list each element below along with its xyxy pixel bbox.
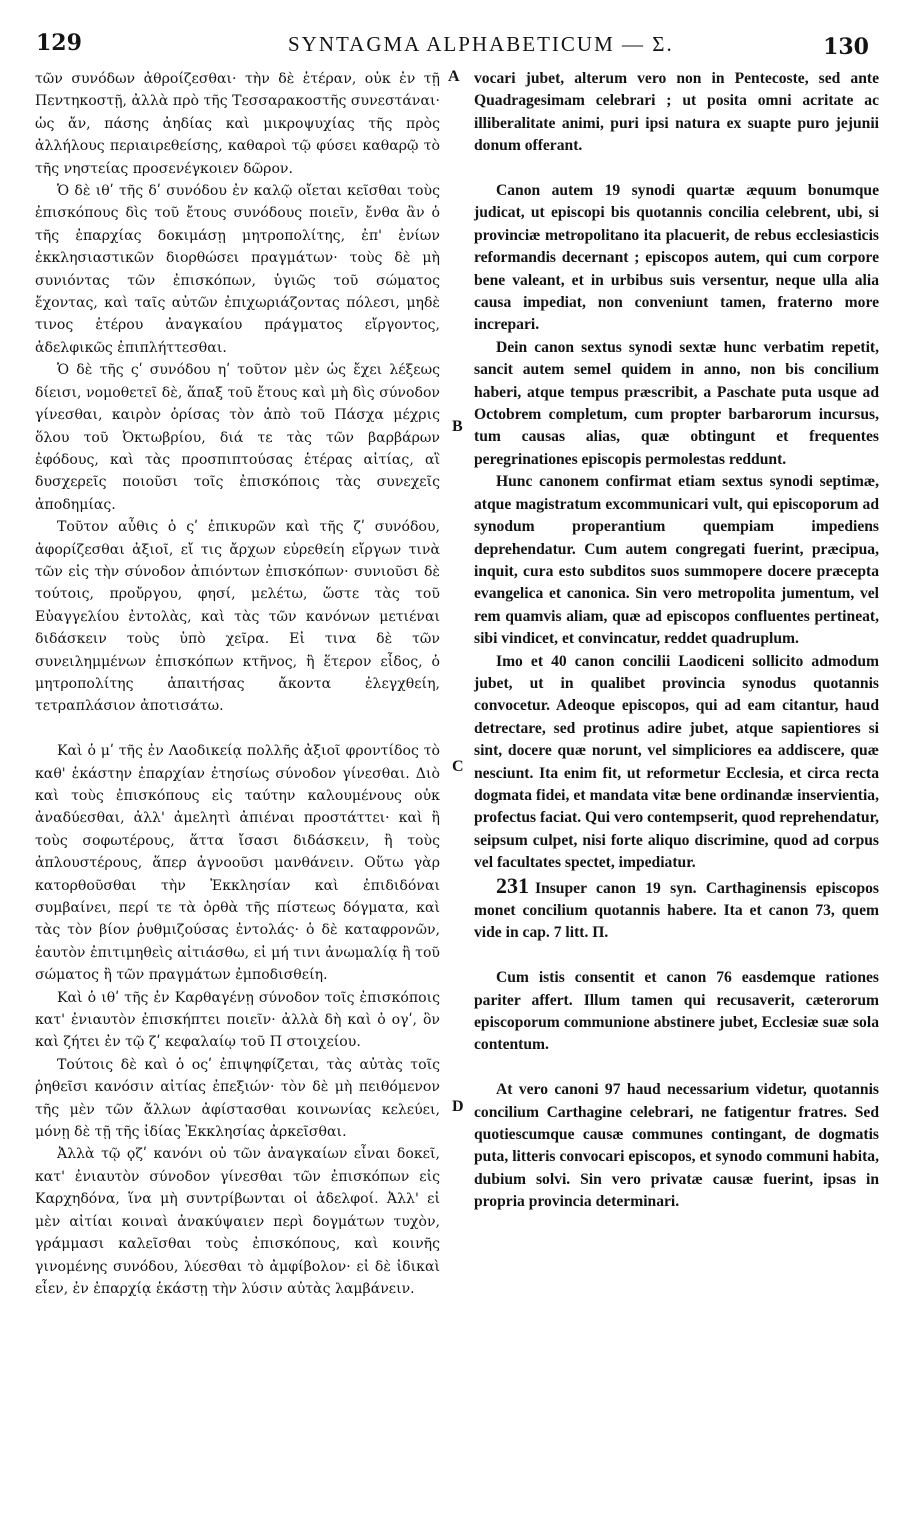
greek-column bbox=[35, 68, 440, 1300]
greek-paragraph: Ἀλλὰ τῷ ϙζʹ κανόνι οὐ τῶν ἀναγκαίων εἶναι δοκεῖ, κατ' ἐνιαυτὸν σύνοδον γίνεσθαι τῶν ἐπισκόπων εἰς Καρχηδόνα, ἵνα μὴ συντρίβωνται οἱ ἀδελφοί. Ἀλλ' εἰ μὲν αἰτίαι κοιναὶ ἀνακύψαιεν περὶ δογμάτων τυχὸν, γράμμασι καλεῖσθαι τοὺς ἐπισκόπους, καὶ κοινῆς γινομένης συνόδου, λύεσθαι τὸ ἀμφίβολον· εἰ δὲ ἰδικαὶ εἶεν, ἐν ἐπαρχίᾳ ἑκάστῃ τὴν λύσιν αὐτὰς λαμβάνειν. bbox=[35, 1146, 440, 1297]
greek-paragraph: Ὁ δὲ τῆς ςʹ συνόδου ηʹ τοῦτον μὲν ὡς ἔχει λέξεως δίεισι, νομοθετεῖ δὲ, ἅπαξ τοῦ ἔτους καὶ μὴ δὶς σύνοδον γίνεσθαι, καιρὸν ὁρίσας τὸν ἀπὸ τοῦ Πάσχα μέχρις ὅλου τοῦ Ὀκτωβρίου, διά τε τὰς τῶν βαρβάρων ἐφόδους, καὶ τὰς προσπιπτούσας ἑτέρας αἰτίας, αἳ δυσχερεῖς ποιοῦσι τοῖς ἐπισκόποις τὰς συνεχεῖς ἀποδημίας. bbox=[35, 362, 440, 513]
latin-paragraph-text: Insuper canon 19 syn. Carthaginensis episcopos monet concilium quotannis habere. Ita et canon 73, quem vide in cap. 7 litt. Π. bbox=[474, 879, 879, 942]
greek-paragraph: Ὁ δὲ ιθʹ τῆς δʹ συνόδου ἐν καλῷ οἴεται κεῖσθαι τοὺς ἐπισκόπους δὶς τοῦ ἔτους συνόδους ποιεῖν, ἔνθα ἂν ὁ τῆς ἐπαρχίας δοκιμάσῃ μητροπολίτης, ἐπ' ἐνίων ἐκκλησιαστικῶν διορθώσει πραγμάτων· τοὺς δὲ μὴ συνιόντας τῶν ἐπισκόπων, ὑγιῶς τοῦ σώματος ἔχοντας, καὶ ταῖς αὐτῶν ἐπιχωριάζοντας πόλεσι, μηδὲ τινος ἑτέρου ἀναγκαίου πράγματος εἴργοντος, ἀδελφικῶς ἐπιπλήττεσθαι. bbox=[35, 183, 440, 356]
spacer bbox=[35, 718, 440, 740]
spacer bbox=[474, 945, 879, 967]
greek-paragraph: Τοῦτον αὖθις ὁ ςʹ ἐπικυρῶν καὶ τῆς ζʹ συνόδου, ἀφορίζεσθαι ἀξιοῖ, εἴ τις ἄρχων εὑρεθείη εἴργων τινὰ τῶν εἰς τὴν σύνοδον ἀπιόντων ἐπισκόπων· συνιοῦσι δὲ τούτοις, προὔργου, φησί, μελέτω, ὥστε τὰς τοῦ Εὐαγγελίου ἐντολὰς, καὶ τὰς τῶν κανόνων μετιέναι διδάσκειν τοὺς ὑπὸ χεῖρα. Εἰ τινα δὲ τῶν συνειλημμένων ἐπισκόπων κτῆνος, ἢ ἕτερον εἶδος, ὁ μητροπολίτης ἀπαιτήσας ἄκοντα ἐλεγχθείη, τετραπλάσιον ἀποτισάτω. bbox=[35, 519, 440, 715]
margin-letter-c: C bbox=[452, 758, 464, 775]
latin-column bbox=[474, 68, 879, 1214]
spacer bbox=[474, 1057, 879, 1079]
greek-paragraph: Καὶ ὁ μʹ τῆς ἐν Λαοδικείᾳ πολλῆς ἀξιοῖ φροντίδος τὸ καθ' ἑκάστην ἐπαρχίαν ἐτησίως σύνοδον γίνεσθαι. Διὸ καὶ τοὺς ἐπισκόπους εἰς ταύτην καλουμένους οὐκ ἀναδύεσθαι, ἀλλ' ἀμελητὶ ἀπιέναι προστάττει· καὶ ἢ τοὺς σοφωτέρους, ἅττα ἴσασι διδάσκειν, ἢ τοὺς ἁπλουστέρους, ἅπερ ἀγνοοῦσι μανθάνειν. Οὕτω γὰρ κατορθοῦσθαι τὴν Ἐκκλησίαν καὶ ἐπιδιδόναι συμβαίνει, περί τε τὰ ὀρθὰ τῆς πίστεως δόγματα, καὶ τὰς τὸν βίον ῥυθμιζούσας ἐντολάς· ὁ δὲ καταφρονῶν, ἑαυτὸν ἐπιτιμηθεὶς αἰτιάσθω, εἰ μή τινι ἀνωμαλίᾳ ἢ τοῦ σώματος ἢ τῶν πραγμάτων ἐμποδισθείη. bbox=[35, 743, 440, 984]
marginal-number: 231 bbox=[496, 872, 529, 898]
spacer bbox=[474, 158, 879, 180]
page-number-left: 129 bbox=[36, 30, 82, 56]
margin-letter-b: B bbox=[452, 418, 463, 435]
running-header bbox=[0, 30, 909, 64]
latin-paragraph: Hunc canonem confirmat etiam sextus synodi septimæ, atque magistratum excommunicari vult, qui episcoporum ad synodum properantium quempiam impediens deprehendatur. Cum autem congregati fuerint, præcipua, inquit, cura esto subditos suos summopere docere præcepta evangelica et canonica. Sin vero metropolita jumentum, vel rem quamvis aliam, quæ ad episcopos confluentes pertineat, sibi vindicet, et convincatur, reddet quadruplum. bbox=[474, 473, 879, 648]
page-number-right: 130 bbox=[823, 34, 869, 60]
margin-letter-d: D bbox=[452, 1098, 464, 1115]
running-title: SYNTAGMA ALPHABETICUM — Σ. bbox=[288, 32, 674, 56]
latin-paragraph: Canon autem 19 synodi quartæ æquum bonumque judicat, ut episcopi bis quotannis concilia celebrent, ubi, si provinciæ metropolitano ita placuerit, de rebus ecclesiasticis reformandis decernant ; episcopos autem, qui cum corpore bene valeant, et in urbibus suis versentur, neque ulla alia causa impediat, non conveniunt tamen, fraterno more increpari. bbox=[474, 182, 879, 334]
greek-paragraph: Καὶ ὁ ιθʹ τῆς ἐν Καρθαγένῃ σύνοδον τοῖς ἐπισκόποις κατ' ἐνιαυτὸν ἐπισκήπτει ποιεῖν· ἀλλὰ δὴ καὶ ὁ ογʹ, ὃν καὶ ζήτει ἐν τῷ ζʹ κεφαλαίῳ τοῦ Π στοιχείου. bbox=[35, 989, 440, 1051]
latin-paragraph: vocari jubet, alterum vero non in Pentecoste, sed ante Quadragesimam celebrari ; ut posita omni acritate ac illiberalitate animi, puri ipsi natura ex suapte puro jejunii donum offerant. bbox=[474, 70, 879, 155]
latin-paragraph: Dein canon sextus synodi sextæ hunc verbatim repetit, sancit autem semel quidem in anno, non bis concilium haberi, atque tempus præscribit, a Paschate puta usque ad Octobrem completum, cum propter barbarorum incursus, tum causas alias, quæ obtingunt et frequentes peregrinationes episcopis permolestas reddunt. bbox=[474, 338, 879, 468]
greek-paragraph: τῶν συνόδων ἀθροίζεσθαι· τὴν δὲ ἑτέραν, οὐκ ἐν τῇ Πεντηκοστῇ, ἀλλὰ πρὸ τῆς Τεσσαρακοστῆς συνεστάναι· ὡς ἄν, πάσης ἀηδίας καὶ μικροψυχίας τῆς πρὸς ἀλλήλους περιαιρεθείσης, καθαροὶ τῷ φύσει καθαρῷ τὸ τῆς νηστείας προσενέγκοιεν δῶρον. bbox=[35, 71, 440, 177]
latin-paragraph: At vero canoni 97 haud necessarium videtur, quotannis concilium Carthagine celebrari, ne fatigentur fratres. Sed quotiescumque causæ communes contingant, de dogmatis puta, litteris convocari episcopos, et synodo communi habita, dubium solvi. Sin vero privatæ causæ fuerint, ipsas in propria provincia determinari. bbox=[474, 1081, 879, 1211]
latin-paragraph-numbered bbox=[474, 872, 879, 945]
greek-paragraph: Τούτοις δὲ καὶ ὁ οςʹ ἐπιψηφίζεται, τὰς αὐτὰς τοῖς ῥηθεῖσι κανόσιν αἰτίας ἐπεξιών· τὸν δὲ μὴ πειθόμενον τῆς μὲν τῶν ἄλλων ἀφίστασθαι κοινωνίας κελεύει, μόνῃ δὲ τῇ τῆς ἰδίας Ἐκκλησίας ἀρκεῖσθαι. bbox=[35, 1056, 440, 1141]
latin-paragraph: Cum istis consentit et canon 76 easdemque rationes pariter affert. Illum tamen qui recusaverit, cæterorum episcoporum communione abstinere jubet, Ecclesiæ suæ sola contentum. bbox=[474, 969, 879, 1054]
margin-letter-a: A bbox=[448, 68, 460, 85]
latin-paragraph: Imo et 40 canon concilii Laodiceni sollicito admodum jubet, ut in qualibet provincia synodus quotannis convocetur. Adeoque episcopos, qui ad eam citantur, haud detrectare, sed protinus adire jubet, atque sapientiores si sint, docere quæ norunt, vel simpliciores ea addiscere, quæ nesciunt. Ita enim fit, ut reformetur Ecclesia, et circa recta dogmata fidei, et mandata vitæ bene ordinandæ inservientia, profectus faciat. Qui vero contempserit, quod reprehendatur, seipsum culpet, nisi forte aliquo discrimine, quod ad corpus vel facultates spectet, impediatur. bbox=[474, 652, 879, 872]
